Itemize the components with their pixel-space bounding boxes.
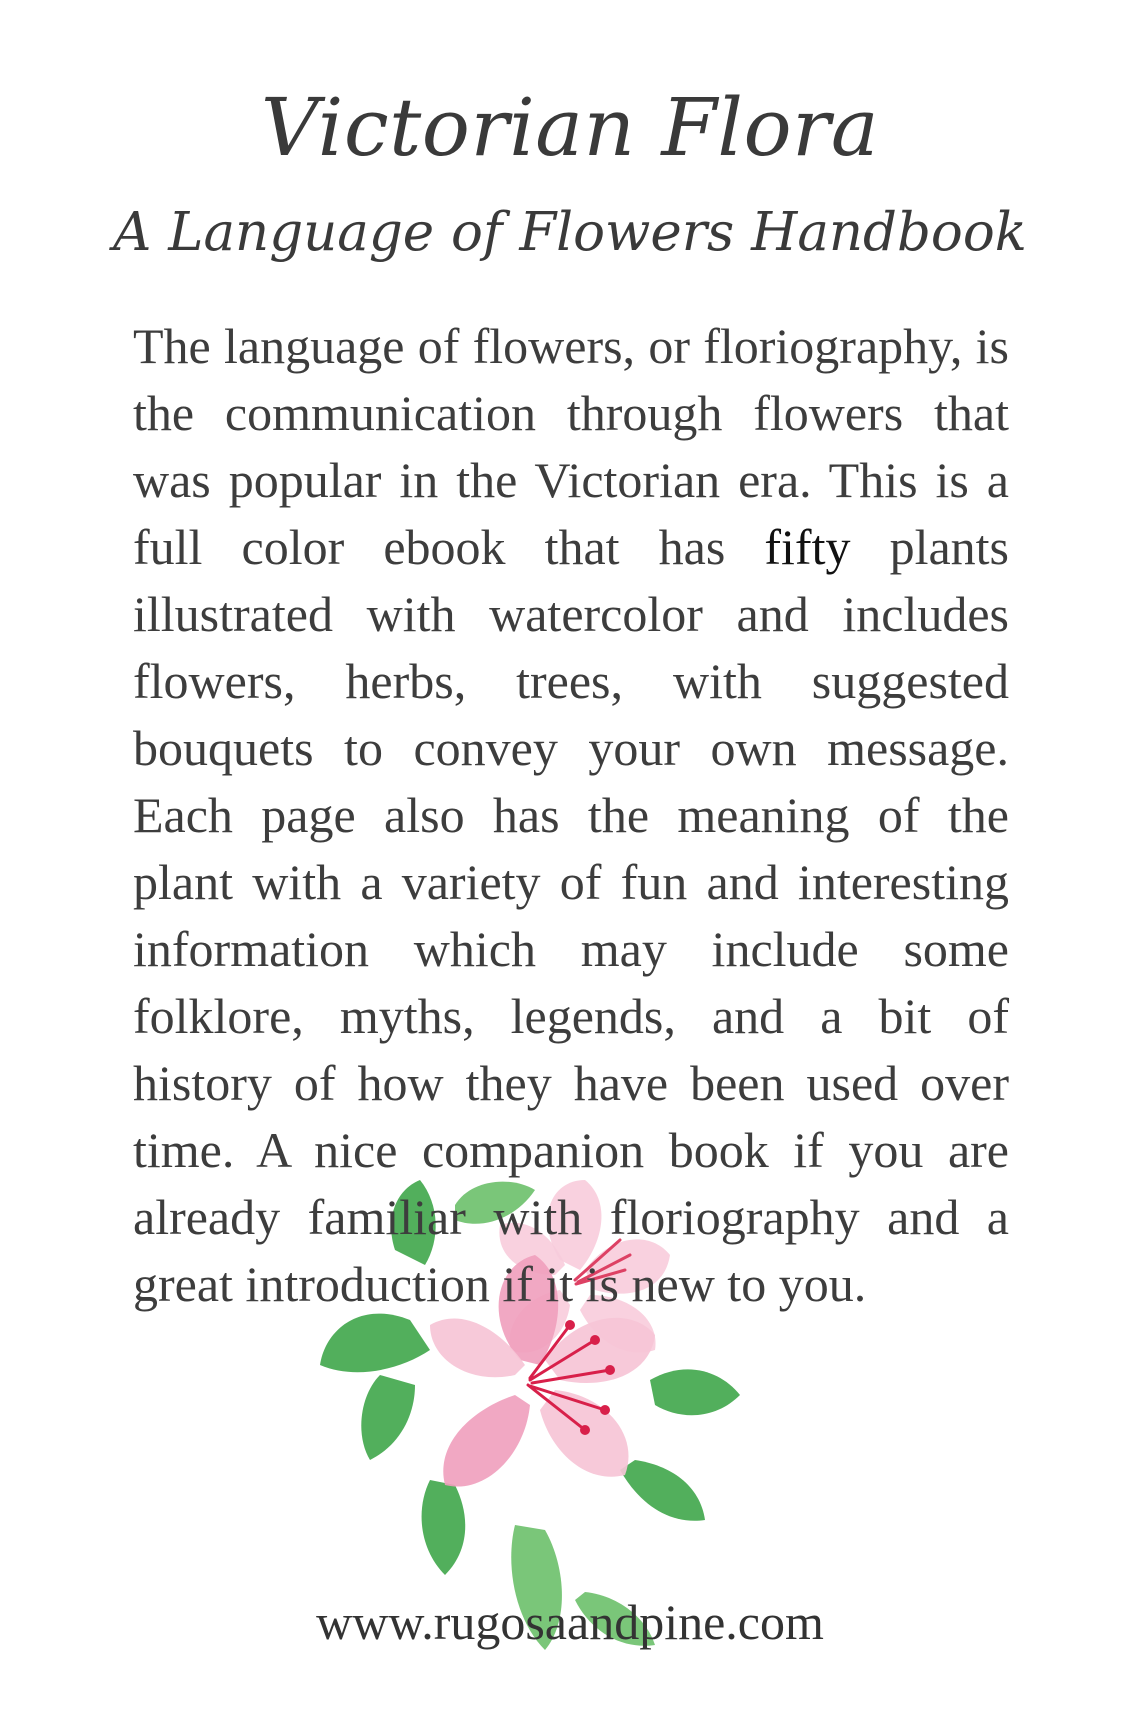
book-description [133, 313, 1009, 1318]
leaf [650, 1369, 740, 1415]
description-part-1: The language of flowers, or floriography, is the communication through flowers that was popular in the Victorian era. This is a full color ebook that has [133, 318, 1009, 575]
stamen-tip [600, 1405, 610, 1415]
book-title: Victorian Flora [260, 81, 880, 174]
leaf [422, 1480, 466, 1575]
stamen-tip [605, 1365, 615, 1375]
stamen-tip [590, 1335, 600, 1345]
leaf [620, 1460, 705, 1521]
leaf [320, 1314, 430, 1373]
book-subtitle: A Language of Flowers Handbook [113, 202, 1027, 263]
stamen-tip [565, 1320, 575, 1330]
description-highlight: fifty [764, 519, 851, 575]
leaf [361, 1375, 415, 1460]
stamen-tip [580, 1425, 590, 1435]
website-url: www.rugosaandpine.com [316, 1594, 824, 1650]
petal [443, 1395, 530, 1487]
description-part-2: plants illustrated with watercolor and includes flowers, herbs, trees, with suggested bouquets to convey your own message. Each page also has the meaning of the plant with a variety of fun and interesting information which may include some folklore, myths, legends, and a bit of history of how they have been used over time. A nice companion book if you are already familiar with floriography and a great introduction if it is new to you. [133, 519, 1009, 1312]
